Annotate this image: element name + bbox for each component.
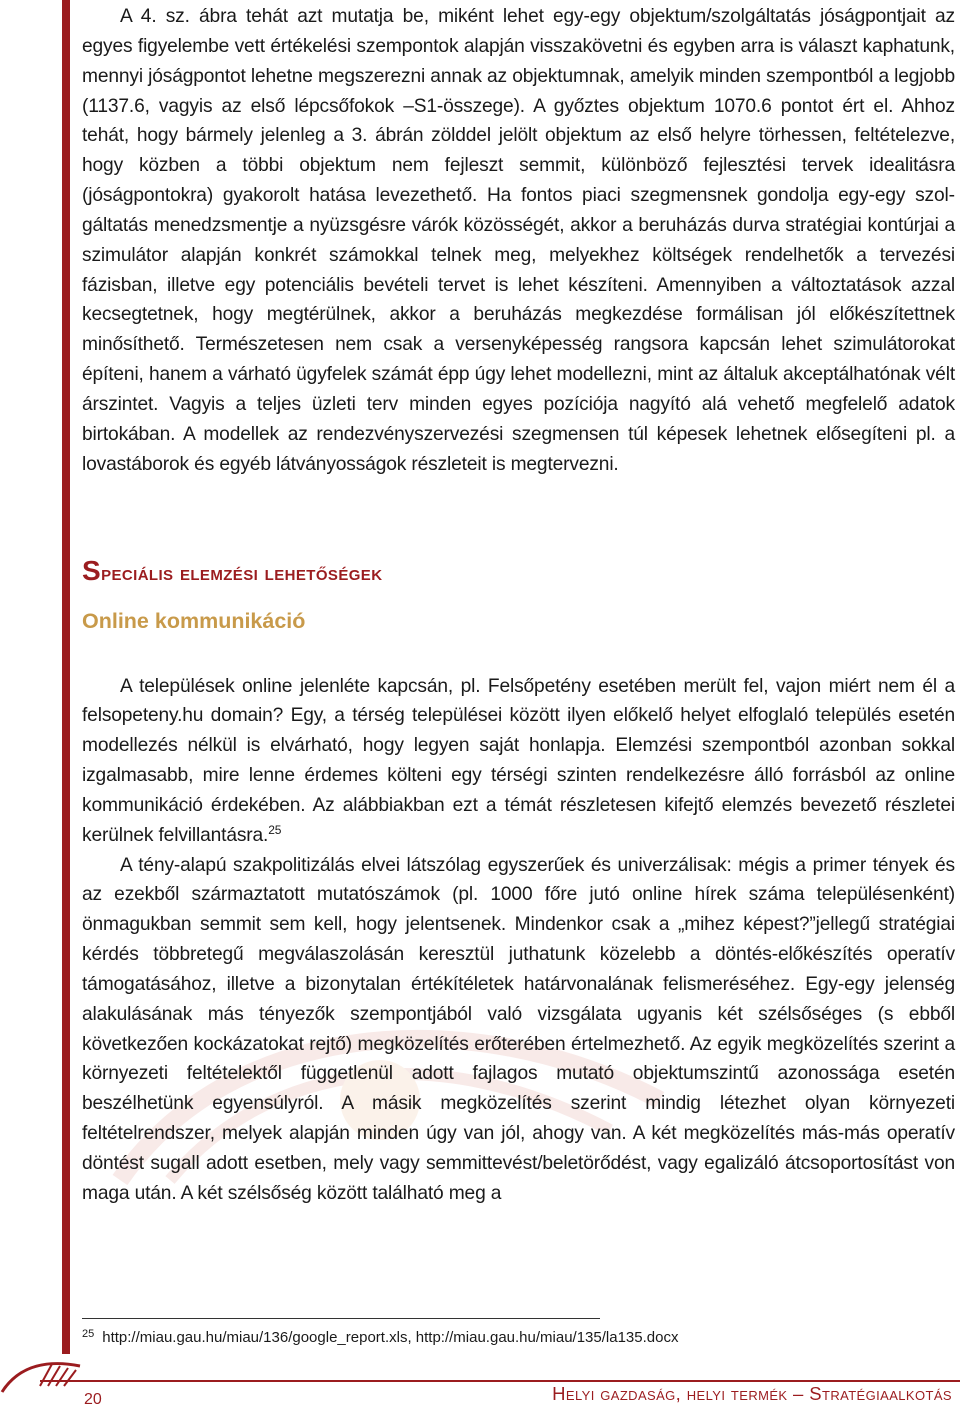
- footnote: [82, 1328, 678, 1348]
- section-heading-rest: peciális elemzési lehetőségek: [101, 559, 383, 585]
- body-paragraph: [82, 672, 955, 851]
- main-content: [82, 2, 955, 1209]
- page-number: 20: [84, 1391, 102, 1408]
- footer-divider: [40, 1380, 960, 1382]
- footnote-reference[interactable]: 25: [268, 822, 282, 837]
- footnote-text: http://miau.gau.hu/miau/136/google_report.xls, http://miau.gau.hu/miau/135/la135.docx: [102, 1329, 679, 1346]
- section-heading: [82, 556, 955, 588]
- footnote-divider: [82, 1318, 600, 1319]
- footnote-number: 25: [82, 1328, 95, 1340]
- body-paragraph: A 4. sz. ábra tehát azt mutatja be, miként lehet egy-egy objektum/szolgáltatás jóságpontjait az egyes figyelembe vett értékelési szempontok alapján visszakövetni és egyben arra is választ kaphatunk, mennyi jóságpontot lehetne megszerezni annak az objektumnak, amelyik minden szempontból a legjobb (1137.6, vagyis az első lépcsőfokok –S1-összege). A győztes objektum 1070.6 pontot ért el. Ahhoz tehát, hogy bármely jelenleg a 3. ábrán zölddel jelölt objektum az első helyre törhessen, feltételezve, hogy közben a többi objektum nem fejleszt semmit, különböző fejlesztési tervek idealitásra (jóságpontokra) gyakorolt hatása levezethető. Ha fontos piaci szegmensnek gondolja egy-egy szolgáltatás menedzsmentje a nyüzsgésre várók közösségét, akkor a beruházás durva stratégiai kontúrjai a szimulátor alapján konkrét számokkal telnek meg, melyekhez költségek rendelhetők a tervezési fázisban, illetve egy potenciális bevételi tervet is lehet készíteni. Amennyiben a változtatások azzal kecsegtetnek, hogy megtérülnek, akkor a beruházás megkezdése formálisan jól előkészítettnek minősíthető. Természetesen nem csak a versenyképesség rangsora kapcsán lehet szimulátorokat építeni, hanem a várható ügyfelek számát épp úgy lehet modellezni, mint az általuk akceptálhatónak vélt árszintet. Vagyis a teljes üzleti terv minden egyes pozíciója nagyító alá vehető megfelelő adatok birtokában. A modellek az rendezvényszervezési szegmensen túl képesek lehetnek elősegíteni pl. a lovastáborok és egyéb látványosságok részleteit is megtervezni.: [82, 6, 955, 475]
- running-footer-title: Helyi gazdaság, helyi termék – Stratégiaalkotás: [552, 1383, 952, 1404]
- subsection-heading: Online kommunikáció: [82, 608, 306, 633]
- footer-logo-icon: [0, 1356, 82, 1396]
- left-margin-bar: [62, 0, 70, 1354]
- paragraph-text: A települések online jelenléte kapcsán, pl. Felsőpetény esetében merült fel, vajon miért nem él a felsopeteny.hu domain? Egy, a térség települései között ilyen előkelő helyet elfoglaló település esetén modellezés nélkül is elvárható, hogy legyen saját honlapja. Elemzési szempontból azonban sokkal izgalmasabb, mire lenne érdemes költeni egy térségi szinten rendelkezésre álló forrásból az online kommunikáció érdekében. Az alábbiakban ezt a témát részletesen kifejtő elemzés bevezető részletei kerülnek felvillantásra.: [82, 675, 955, 846]
- section-heading-initial: S: [82, 554, 102, 586]
- body-paragraph: A tény-alapú szakpolitizálás elvei látszólag egyszerűek és univerzálisak: mégis a primer tények és az ezekből származtatott mutatószámok (pl. 1000 főre jutó online hírek száma településenként) önmagukban semmit sem kell, hogy jelentsenek. Mindenkor csak a „mihez képest?”jellegű stratégiai kérdés többretegű megválaszolásán keresztül juthatunk közelebb a döntés-előkészítés operatív támogatásához, illetve a bizonytalan értékítéletek határvonalának felismeréséhez. Egy-egy jelenség alakulásának más tényezők szempontjából való vizsgálata ugyanis két szélsőséges (s ebből következően kockázatokat rejtő) megközelítés erőterében értelmezhető. Az egyik megközelítés szerint a környezeti feltételektől függetlenül adott fajlagos mutató objektumszintű azonossága esetén beszélhetünk egyensúlyról. A másik megközelítés szerint mindig létezhet olyan környezeti feltételrendszer, melyek alapján minden úgy van jól, ahogy van. A két megközelítés más-más operatív döntést sugall adott esetben, mely vagy semmittevést/beletörődést, vagy egalizáló átcsoportosítást von maga után. A két szélsőség között található meg a: [82, 854, 955, 1204]
